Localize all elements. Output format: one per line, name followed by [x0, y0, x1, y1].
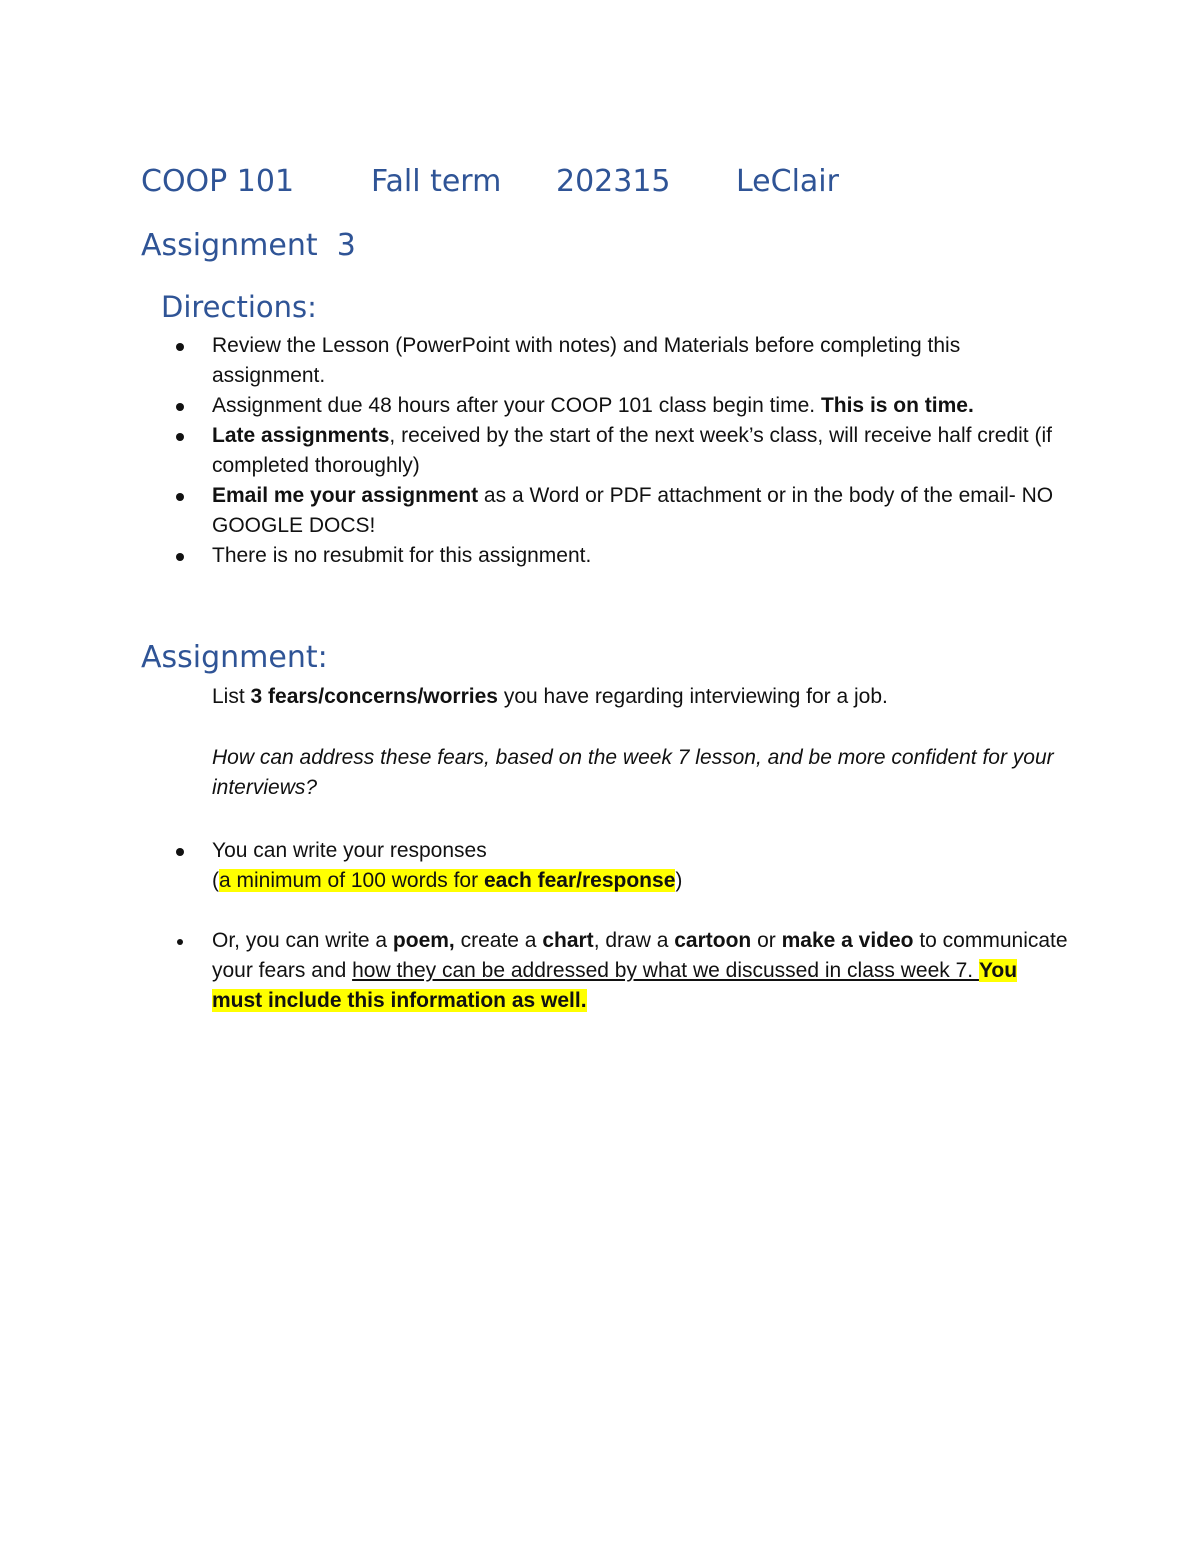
bullet-icon [176, 553, 184, 561]
highlighted-text: a minimum of 100 words for each fear/response [219, 869, 676, 892]
term: Fall term [371, 164, 502, 199]
list-item: You can write your responses (a minimum of 100 words for each fear/response) [172, 836, 1072, 896]
list-item: Late assignments, received by the start of the next week’s class, will receive half credit (if completed thoroughly) [172, 421, 1072, 481]
list-fears-instruction: List 3 fears/concerns/worries you have regarding interviewing for a job. [212, 685, 888, 708]
question-text: How can address these fears, based on the week 7 lesson, and be more confident for your interviews? [212, 746, 1054, 799]
list-item: Assignment due 48 hours after your COOP 101 class begin time. This is on time. [172, 391, 1072, 421]
list-item: There is no resubmit for this assignment. [172, 541, 1072, 571]
course-header [141, 164, 839, 199]
course-code: COOP 101 [141, 164, 295, 199]
bullet-icon [176, 403, 184, 411]
assignment-title: Assignment 3 [141, 228, 356, 263]
directions-list [172, 331, 1072, 571]
directions-heading: Directions: [161, 290, 317, 324]
bullet-icon [176, 848, 184, 856]
bullet-icon [176, 343, 184, 351]
bullet-icon [176, 493, 184, 501]
bullet-icon [176, 433, 184, 441]
term-code: 202315 [556, 164, 671, 199]
assignment-heading: Assignment: [141, 640, 328, 675]
list-item: Or, you can write a poem, create a chart, draw a cartoon or make a video to communicate your fears and how they can be addressed by what we discussed in class week 7. You must include this information as well. [172, 926, 1072, 1016]
bullet-icon [177, 939, 183, 945]
instructor: LeClair [736, 164, 839, 199]
list-item: Review the Lesson (PowerPoint with notes) and Materials before completing this assignment. [172, 331, 1072, 391]
list-item: Email me your assignment as a Word or PDF attachment or in the body of the email- NO GOOGLE DOCS! [172, 481, 1072, 541]
response-options-list [172, 836, 1072, 1046]
highlighted-text: You must include this information as well. [212, 959, 1018, 1012]
underlined-text: how they can be addressed by what we discussed in class week 7. [352, 959, 979, 982]
